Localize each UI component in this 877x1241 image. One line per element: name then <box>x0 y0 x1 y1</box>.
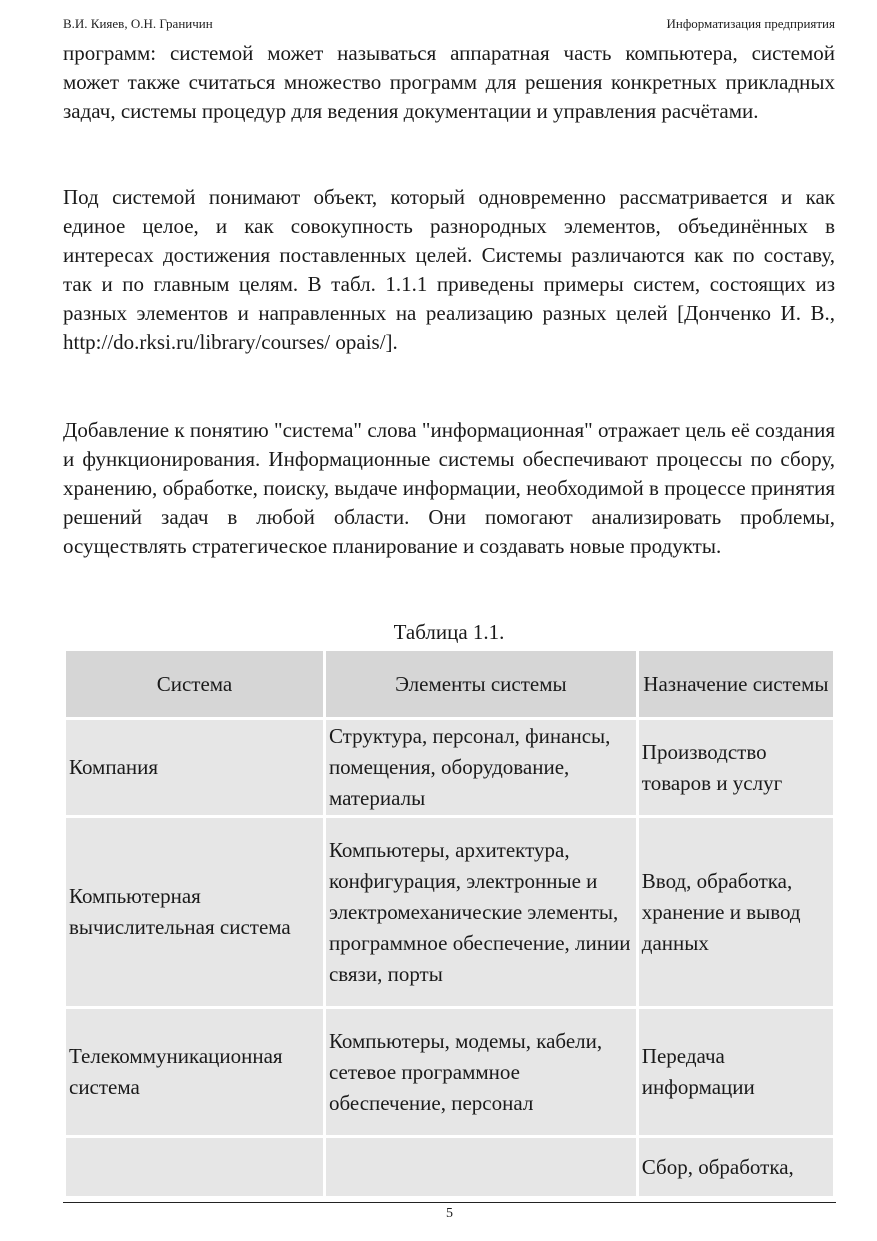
table-cell: Структура, персонал, финансы, помещения, оборудование, материалы <box>324 719 637 817</box>
running-header <box>63 16 835 32</box>
header-cell-purpose: Назначение системы <box>637 650 834 719</box>
header-cell-elements: Элементы системы <box>324 650 637 719</box>
paragraph-1: программ: системой может называться аппаратная часть компьютера, системой может также считаться множество программ для решения конкретных прикладных задач, системы процедур для ведения документации и управления расчётами. <box>63 41 835 123</box>
systems-table <box>63 648 836 1199</box>
table-row <box>65 1008 835 1137</box>
table-cell <box>65 1137 325 1198</box>
footer-divider <box>63 1202 836 1203</box>
table-cell: Компьютерная вычислительная система <box>65 817 325 1008</box>
table-row <box>65 817 835 1008</box>
table-caption: Таблица 1.1. <box>393 620 505 644</box>
table-cell: Передача информации <box>637 1008 834 1137</box>
page-number: 5 <box>446 1206 453 1221</box>
header-cell-system: Система <box>65 650 325 719</box>
table-cell <box>324 1137 637 1198</box>
table-cell: Сбор, обработка, <box>637 1137 834 1198</box>
table-header-row <box>65 650 835 719</box>
table-cell: Компьютеры, архитектура, конфигурация, электронные и электромеханические элементы, программное обеспечение, линии связи, порты <box>324 817 637 1008</box>
header-title: Информатизация предприятия <box>666 16 835 31</box>
table-cell: Компьютеры, модемы, кабели, сетевое программное обеспечение, персонал <box>324 1008 637 1137</box>
paragraph-2: Под системой понимают объект, который одновременно рассматривается и как единое целое, и как совокупность разнородных элементов, объединённых в интересах достижения поставленных целей. Системы различаются как по составу, так и по главным целям. В табл. 1.1.1 приведены примеры систем, состоящих из разных элементов и направленных на реализацию разных целей [Донченко И. В., http://do.rksi.ru/library/courses/ opais/]. <box>63 185 835 354</box>
table-cell: Компания <box>65 719 325 817</box>
table-cell: Ввод, обработка, хранение и вывод данных <box>637 817 834 1008</box>
paragraph-3: Добавление к понятию "система" слова "информационная" отражает цель её создания и функционирования. Информационные системы обеспечивают процессы по сбору, хранению, обработке, поиску, выдаче информации, необходимой в процессе принятия решений задач в любой области. Они помогают анализировать проблемы, осуществлять стратегическое планирование и создавать новые продукты. <box>63 418 835 558</box>
table-cell: Производство товаров и услуг <box>637 719 834 817</box>
table-cell: Телекоммуникационная система <box>65 1008 325 1137</box>
table-row <box>65 1137 835 1198</box>
header-authors: В.И. Кияев, О.Н. Граничин <box>63 16 213 31</box>
table-row <box>65 719 835 817</box>
